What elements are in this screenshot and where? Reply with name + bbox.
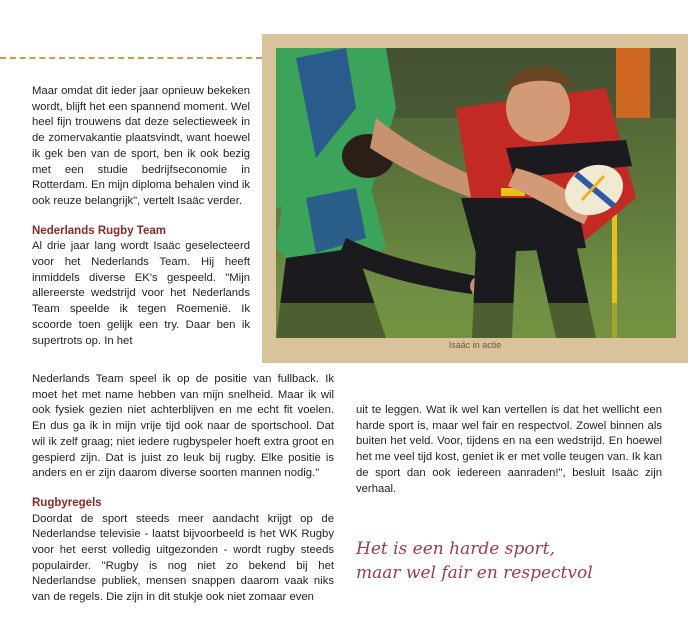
article-column-1-top bbox=[32, 84, 250, 349]
pull-quote-line-1: Het is een harde sport, bbox=[356, 539, 555, 559]
paragraph: Maar omdat dit ieder jaar opnieuw bekeken wordt, blijft het een spannend moment. Wel heel fijn trouwens dat deze selectieweek in de zomervakantie plaatsvindt, want hoewel ik gek ben van de sport, ben ik ook bezig met een studie bedrijfseconomie in Rotterdam. En mijn diploma behalen vind ik ook reuze belangrijk", vertelt Isaäc verder. bbox=[32, 85, 250, 207]
subheading-nederlands-rugby-team: Nederlands Rugby Team bbox=[32, 224, 166, 237]
photo-caption: Isaäc in actie bbox=[448, 340, 502, 350]
pull-quote bbox=[356, 537, 676, 585]
rugby-action-photo bbox=[276, 48, 676, 338]
paragraph: Nederlands Team speel ik op de positie van fullback. Ik moet het met name hebben van mijn snelheid. Maar ik wil ook fysiek gezien niet achterblijven en me echt fit voelen. En dus ga ik in mijn vrije tijd ook naar de sportschool. Dat wil ik zelf graag; niet iedere rugbyspeler hoeft extra groot en gespierd zijn. Dat is juist zo leuk bij rugby. Elke positie is anders en er zijn daarom diverse soorten mannen nodig." bbox=[32, 373, 334, 480]
pull-quote-line-2: maar wel fair en respectvol bbox=[356, 563, 593, 583]
subheading-rugbyregels: Rugbyregels bbox=[32, 496, 102, 509]
photo-frame bbox=[262, 34, 688, 363]
paragraph: Al drie jaar lang wordt Isaäc geselecteerd voor het Nederlands Team. Hij heeft inmiddels diverse EK's gespeeld. "Mijn allereerste wedstrijd voor het Nederlands Team speelde ik tegen Roemenië. Ik scoorde toen gelijk een try. Daar ben ik supertrots op. In het bbox=[32, 240, 250, 347]
article-column-2 bbox=[356, 403, 662, 497]
paragraph: uit te leggen. Wat ik wel kan vertellen is dat het wellicht een harde sport is, maar wel fair en respectvol. Zowel binnen als buiten het veld. Voor, tijdens en na een wedstrijd. En hoewel het me veel tijd kost, geniet ik er met volle teugen van. Ik kan de sport dan ook iedereen aanraden!", besluit Isaäc zijn verhaal. bbox=[356, 404, 662, 495]
paragraph: Doordat de sport steeds meer aandacht krijgt op de Nederlandse televisie - laatst bijvoorbeeld is het WK Rugby voor het eerst volledig uitgezonden - wordt rugby steeds populairder. "Rugby is nog niet zo bekend bij het Nederlandse publiek, mensen snappen daarom vaak niks van de regels. Die zijn in dit stukje ook niet zomaar even bbox=[32, 512, 334, 604]
decorative-dashed-rule bbox=[0, 57, 262, 59]
article-column-1-bottom bbox=[32, 372, 334, 606]
